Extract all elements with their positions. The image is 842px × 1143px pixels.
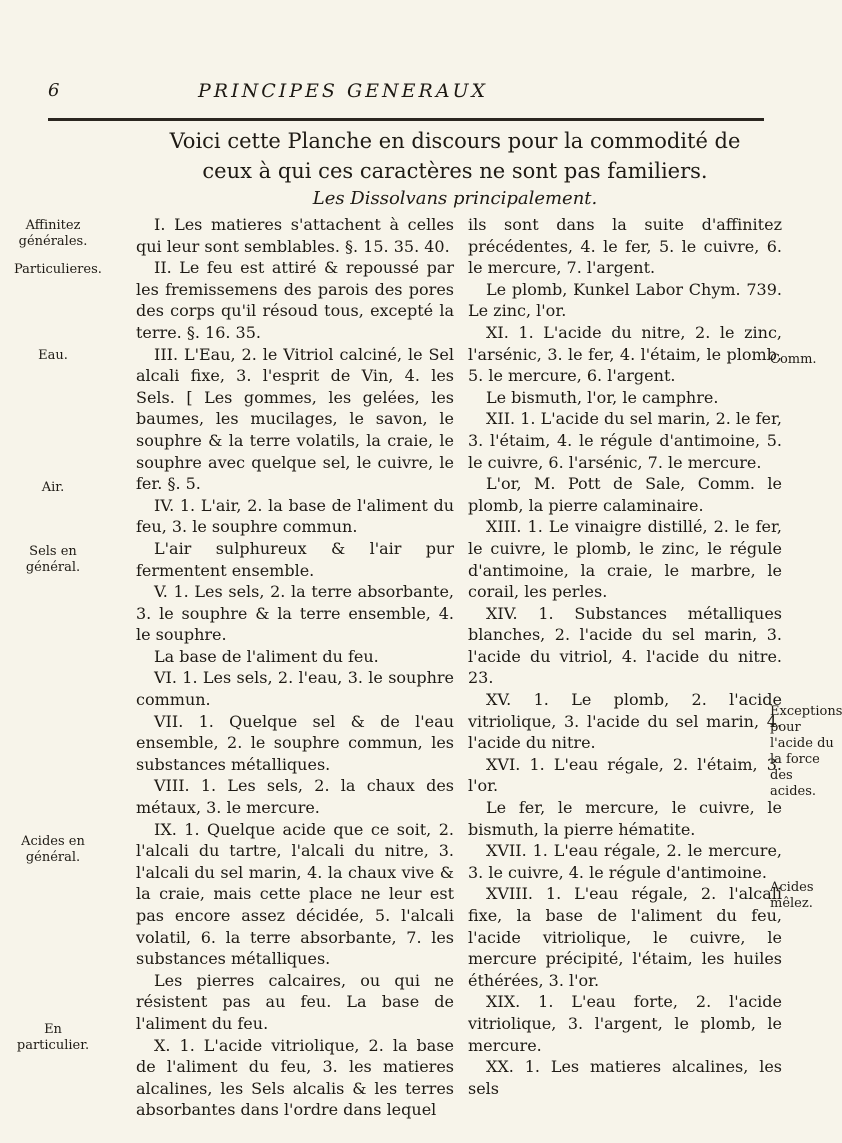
margin-note-exceptions: Exceptions pour l'acide du la force des acides. [770, 704, 842, 799]
margin-note-comm: Comm. [770, 352, 817, 367]
margin-note-air: Air. [41, 480, 65, 495]
paragraph-xviii: XVIII. 1. L'eau régale, 2. l'alcali fixe, la base de l'aliment du feu, l'acide vitriolique, le cuivre, le mercure précipité, l'étaim, les huiles éthérées, 3. l'or. [468, 884, 782, 990]
margin-note-particulier: En particulier. [16, 1022, 90, 1053]
running-title: PRINCIPES GENERAUX [198, 80, 489, 102]
margin-note-acides: Acides en général. [21, 834, 85, 865]
paragraph-ix: IX. 1. Quelque acide que ce soit, 2. l'alcali du tartre, l'alcali du nitre, 3. l'alcali du sel marin, 4. la chaux vive & la craie, mais cette place ne leur est pas encore assez décidée, 5. l'alcali volatil, 6. la terre absorbante, 7. les substances métalliques. [136, 819, 454, 969]
paragraph-v-note: La base de l'aliment du feu. [154, 646, 379, 666]
paragraph-xii: XII. 1. L'acide du sel marin, 2. le fer, 3. l'étaim, 4. le régule d'antimoine, 5. le cuivre, 6. l'arsénic, 7. le mercure. [468, 409, 782, 472]
paragraph-xi-note: Le bismuth, l'or, le camphre. [486, 387, 719, 407]
header-rule [48, 118, 764, 121]
paragraph-vii: VII. 1. Quelque sel & de l'eau ensemble, 2. le souphre commun, les substances métalliques. [136, 711, 454, 774]
margin-note-eau: Eau. [38, 348, 68, 363]
paragraph-iv-note: L'air sulphureux & l'air pur fermentent ensemble. [136, 538, 454, 580]
paragraph-xix: XIX. 1. L'eau forte, 2. l'acide vitriolique, 3. l'argent, le plomb, le mercure. [468, 992, 782, 1055]
paragraph-ii: II. Le feu est attiré & repoussé par les fremissemens des parois des pores des corps qu'il résoud tous, excepté la terre. §. 16. 35. [136, 258, 454, 342]
paragraph-xi: XI. 1. L'acide du nitre, 2. le zinc, l'arsénic, 3. le fer, 4. l'étaim, le plomb, 5. le mercure, 6. l'argent. [468, 322, 782, 386]
paragraph-xvi: XVI. 1. L'eau régale, 2. l'étaim, 3. l'or. [468, 754, 782, 796]
page-number: 6 [48, 80, 60, 101]
paragraph-xii-note: L'or, M. Pott de Sale, Comm. le plomb, la pierre calaminaire. [468, 474, 782, 515]
margin-note-acides-melez: Acides mêlez. [770, 880, 814, 911]
left-column [136, 214, 454, 1121]
paragraph-xx: XX. 1. Les matieres alcalines, les sels [468, 1057, 782, 1098]
paragraph-viii: VIII. 1. Les sels, 2. la chaux des métaux, 3. le mercure. [136, 776, 454, 818]
paragraph-i: I. Les matieres s'attachent à celles qui leur sont semblables. §. 15. 35. 40. [136, 215, 454, 256]
intro-paragraph: Voici cette Planche en discours pour la commodité de ceux à qui ces caractères ne sont pas familiers. [169, 129, 741, 183]
paragraph-x-note: Le plomb, Kunkel Labor Chym. 739. Le zinc, l'or. [468, 279, 782, 321]
margin-note-sels: Sels en général. [25, 544, 81, 575]
paragraph-x-cont: ils sont dans la suite d'affinitez précédentes, 4. le fer, 5. le cuivre, 6. le mercure, 7. l'argent. [468, 215, 782, 278]
paragraph-xvii: XVII. 1. L'eau régale, 2. le mercure, 3. le cuivre, 4. le régule d'antimoine. [468, 841, 782, 882]
intro-subtitle: Les Dissolvans principalement. [312, 188, 598, 209]
paragraph-xvi-note: Le fer, le mercure, le cuivre, le bismuth, la pierre hématite. [468, 798, 782, 839]
paragraph-iv: IV. 1. L'air, 2. la base de l'aliment du feu, 3. le souphre commun. [136, 495, 454, 537]
paragraph-v: V. 1. Les sels, 2. la terre absorbante, 3. le souphre & la terre ensemble, 4. le souphre. [136, 582, 454, 645]
right-column [468, 214, 782, 1099]
paragraph-x: X. 1. L'acide vitriolique, 2. la base de l'aliment du feu, 3. les matieres alcalines, les Sels alcalis & les terres absorbantes dans l'ordre dans lequel [136, 1035, 454, 1120]
page-header [48, 80, 768, 110]
paragraph-iii: III. L'Eau, 2. le Vitriol calciné, le Sel alcali fixe, 3. l'esprit de Vin, 4. les Sels. [ Les gommes, les gelées, les baumes, les mucilages, le savon, le souphre & la terre volatils, la craie, le souphre avec quelque sel, le cuivre, le fer. §. 5. [136, 344, 454, 494]
paragraph-ix-note: Les pierres calcaires, ou qui ne résistent pas au feu. La base de l'aliment du feu. [136, 970, 454, 1033]
margin-note-affinitez: Affinitez générales. [18, 218, 88, 249]
paragraph-vi: VI. 1. Les sels, 2. l'eau, 3. le souphre commun. [136, 668, 454, 710]
paragraph-xv: XV. 1. Le plomb, 2. l'acide vitriolique, 3. l'acide du sel marin, 4. l'acide du nitre. [468, 690, 782, 753]
paragraph-xiv: XIV. 1. Substances métalliques blanches, 2. l'acide du sel marin, 3. l'acide du vitriol, 4. l'acide du nitre. 23. [468, 603, 782, 688]
paragraph-xiii: XIII. 1. Le vinaigre distillé, 2. le fer, le cuivre, le plomb, le zinc, le régule d'antimoine, la craie, le marbre, le corail, les perles. [468, 517, 782, 602]
margin-note-particulieres: Particulieres. [14, 262, 102, 277]
